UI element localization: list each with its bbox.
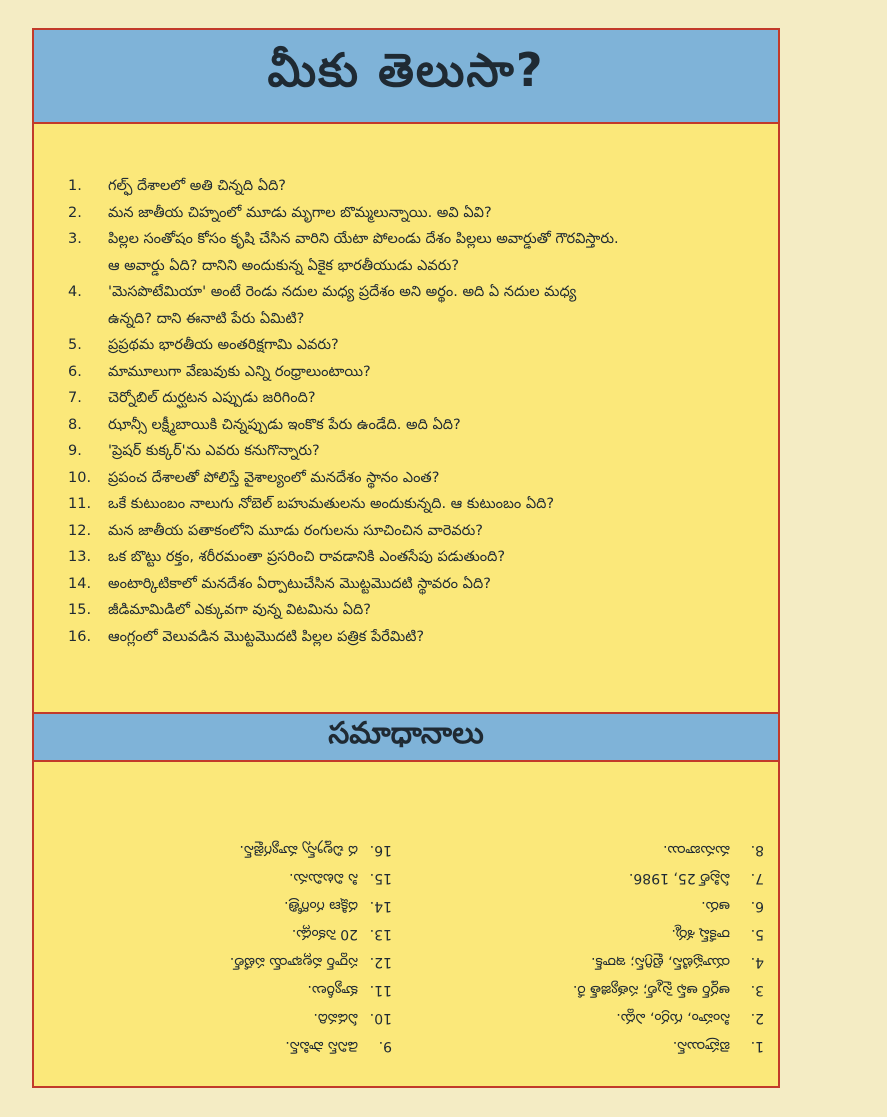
answer-item — [420, 948, 764, 976]
answer-item-number: 5. — [750, 926, 764, 942]
answer-item-text: దక్షిణ గంగోత్రి. — [284, 898, 358, 914]
question-item-number: 2. — [68, 204, 82, 221]
question-item — [58, 597, 758, 624]
answer-item-text: సర్దార్ వల్లభాయ్ పటేల్. — [229, 954, 358, 970]
question-item-text: మన జాతీయ పతాకంలోని మూడు రంగులను సూచించిన వారెవరు? — [108, 522, 483, 539]
answer-item-text: సింహం, గుర్రం, ఎద్దు. — [616, 1010, 730, 1026]
question-item-text: మన జాతీయ చిహ్నంలో మూడు మృగాల బొమ్మలున్నాయి. అవి ఏవి? — [108, 204, 492, 221]
question-item-text: ఉన్నది? దాని ఈనాటి పేరు ఏమిటి? — [108, 310, 305, 327]
question-item-number: 12. — [68, 522, 92, 539]
answer-item-text: మనుబాయి. — [663, 842, 730, 858]
answer-item-text: ఆర్డర్ ఆఫ్ స్మైల్; సత్యజిత్ రే. — [572, 982, 730, 998]
answer-item-number: 2. — [750, 1010, 764, 1026]
question-item — [58, 571, 758, 598]
question-item-number: 16. — [68, 628, 92, 645]
answers-column-right — [34, 782, 406, 1072]
answer-item-number: 4. — [750, 954, 764, 970]
answer-item-text: ఏప్రిల్ 25, 1986. — [628, 870, 730, 886]
answer-item — [420, 976, 764, 1004]
answer-item-number: 15. — [369, 870, 392, 886]
answer-item-text: ద చిల్డ్రన్స్ మ్యాగజైన్. — [239, 842, 358, 858]
answer-item-text: సి విటమిను. — [289, 870, 358, 886]
answer-item-text: డెనిస్ పాపిన్. — [285, 1038, 358, 1054]
question-item — [58, 226, 758, 253]
question-item-number: 13. — [68, 549, 92, 565]
answer-item-text: యూఫ్రటిస్, టైగ్రిస్; ఇరాక్. — [591, 954, 730, 970]
question-item-number: 5. — [68, 337, 82, 353]
answer-item-number: 9. — [378, 1038, 392, 1054]
answer-item-number: 1. — [750, 1038, 764, 1054]
question-item — [58, 306, 758, 333]
question-item-text: పిల్లల సంతోషం కోసం కృషి చేసిన వారిని యేటా పోలండు దేశం పిల్లలు అవార్డుతో గౌరవిస్తారు. — [108, 231, 619, 247]
question-item-number — [58, 253, 108, 280]
question-item-text: ఒక బొట్టు రక్తం, శరీరమంతా ప్రసరించి రావడానికి ఎంతసేపు పడుతుంది? — [108, 549, 506, 565]
page-title: మీకు తెలుసా? — [267, 43, 545, 97]
question-item — [58, 465, 758, 492]
question-item-number: 9. — [68, 443, 82, 459]
answer-item-number: 16. — [369, 842, 392, 858]
question-item-text: చెర్నోబిల్ దుర్ఘటన ఎప్పుడు జరిగింది? — [108, 390, 316, 406]
answer-item — [420, 836, 764, 864]
answer-item-number: 12. — [369, 954, 392, 970]
answer-item — [48, 864, 392, 892]
question-item-text: గల్ఫ్ దేశాలలో అతి చిన్నది ఏది? — [108, 178, 287, 194]
question-item-number: 1. — [68, 178, 82, 194]
answer-item-number: 7. — [750, 870, 764, 886]
question-item-text: 'ప్రెషర్ కుక్కర్'ను ఎవరు కనుగొన్నారు? — [108, 443, 320, 459]
answer-item-text: 20 సెకండ్లు. — [291, 926, 358, 942]
answer-item-number: 14. — [369, 898, 392, 914]
question-item-number: 7. — [68, 390, 82, 406]
question-item-number: 4. — [68, 284, 82, 300]
question-list — [58, 173, 758, 650]
answer-item — [48, 920, 392, 948]
answers-title: సమాధానాలు — [328, 716, 484, 751]
answer-item-text: క్యూరీలు. — [307, 982, 358, 998]
answer-item — [48, 976, 392, 1004]
answers-banner — [34, 712, 778, 762]
question-item-text: 'మెసపొటేమియా' అంటే రెండు నదుల మధ్య ప్రదేశం అని అర్థం. అది ఏ నదుల మధ్య — [108, 284, 577, 300]
question-item-number: 15. — [68, 602, 92, 618]
question-item-number: 10. — [68, 469, 92, 486]
answers-column-left — [406, 782, 778, 1072]
answer-item-number: 3. — [750, 982, 764, 998]
answer-item — [420, 864, 764, 892]
question-item — [58, 279, 758, 306]
question-item-number: 11. — [68, 496, 92, 512]
answer-item-number: 13. — [369, 926, 392, 942]
answer-item — [48, 948, 392, 976]
question-item-text: జీడిమామిడిలో ఎక్కువగా వున్న విటమిను ఏది? — [108, 602, 371, 618]
question-item — [58, 173, 758, 200]
question-item — [58, 491, 758, 518]
question-item — [58, 518, 758, 545]
question-item-number — [58, 306, 108, 333]
question-item — [58, 544, 758, 571]
answer-item — [420, 1004, 764, 1032]
quiz-panel — [32, 28, 780, 1088]
answer-item — [48, 1032, 392, 1060]
question-item-text: ఆంగ్లంలో వెలువడిన మొట్టమొదటి పిల్లల పత్రిక పేరేమిటి? — [108, 628, 425, 645]
question-item-text: ప్రపంచ దేశాలతో పోలిస్తే వైశాల్యంలో మనదేశం స్థానం ఎంత? — [108, 469, 440, 486]
question-item-text: మామూలుగా వేణువుకు ఎన్ని రంధ్రాలుంటాయి? — [108, 363, 371, 380]
answer-item-text: ఆరు. — [701, 898, 730, 914]
question-item-text: ఒకే కుటుంబం నాలుగు నోబెల్ బహుమతులను అందుకున్నది. ఆ కుటుంబం ఏది? — [108, 496, 555, 512]
answers-section — [34, 782, 778, 1072]
question-item-number: 8. — [68, 416, 82, 433]
question-item-text: ఆ అవార్డు ఏది? దానిని అందుకున్న ఏకైక భారతీయుడు ఎవరు? — [108, 257, 460, 274]
answer-item — [420, 892, 764, 920]
question-item — [58, 200, 758, 227]
answer-item-text: బెహ్రయిన్. — [672, 1038, 730, 1054]
question-item — [58, 359, 758, 386]
question-item-text: ఝాన్సీ లక్ష్మీబాయికి చిన్నప్పుడు ఇంకొక పేరు ఉండేది. అది ఏది? — [108, 416, 461, 433]
answer-item-number: 8. — [750, 842, 764, 858]
question-item — [58, 438, 758, 465]
question-item — [58, 412, 758, 439]
question-item-number: 3. — [68, 231, 82, 247]
question-item-number: 6. — [68, 363, 82, 380]
question-item-text: అంటార్కిటికాలో మనదేశం ఏర్పాటుచేసిన మొట్టమొదటి స్థావరం ఏది? — [108, 575, 491, 592]
answer-item — [48, 892, 392, 920]
answer-item-text: రాకేష్ శర్మ. — [671, 926, 730, 942]
question-item-text: ప్రప్రథమ భారతీయ అంతరిక్షగామి ఎవరు? — [108, 337, 339, 353]
answer-item-number: 11. — [369, 982, 392, 998]
answer-item-number: 6. — [750, 898, 764, 914]
question-item — [58, 332, 758, 359]
answer-item-number: 10. — [369, 1010, 392, 1026]
answer-item — [420, 1032, 764, 1060]
question-item — [58, 253, 758, 280]
answer-item — [48, 836, 392, 864]
answer-item — [48, 1004, 392, 1032]
answer-item-text: ఏడవది. — [313, 1010, 358, 1026]
question-item — [58, 624, 758, 651]
answer-item — [420, 920, 764, 948]
question-item-number: 14. — [68, 575, 92, 592]
title-banner — [34, 30, 778, 124]
question-item — [58, 385, 758, 412]
